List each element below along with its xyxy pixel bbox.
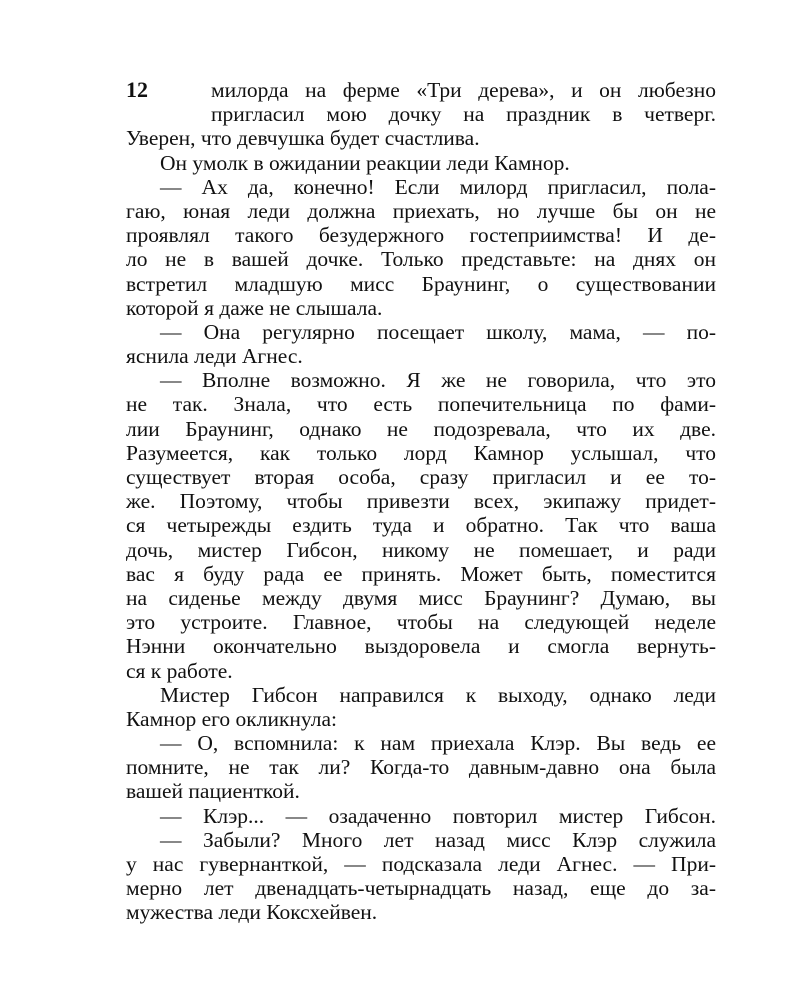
text-line: гаю, юная леди должна приехать, но лучше бы он не xyxy=(126,198,716,223)
text-line: не так. Знала, что есть попечительница по фами- xyxy=(126,392,716,417)
text-line: пригласил мою дочку на праздник в четверг. xyxy=(211,102,716,127)
page-body xyxy=(126,78,716,925)
text-line: у нас гувернанткой, — подсказала леди Агнес. — При- xyxy=(126,852,716,876)
text-line: Камнор его окликнула: xyxy=(126,706,337,731)
text-line: существует вторая особа, сразу пригласил и ее то- xyxy=(126,465,716,489)
text-line: мерно лет двенадцать-четырнадцать назад, еще до за- xyxy=(126,876,716,901)
text-line: помните, не так ли? Когда-то давным-давно она была xyxy=(126,755,716,780)
text-line: это устроите. Главное, чтобы на следующей неделе xyxy=(126,610,716,635)
text-line: Уверен, что девчушка будет счастлива. xyxy=(126,126,480,151)
text-line: ло не в вашей дочке. Только представьте: на днях он xyxy=(126,247,716,272)
text-line: яснила леди Агнес. xyxy=(126,344,303,369)
text-line: — Забыли? Много лет назад мисс Клэр служила xyxy=(160,827,716,852)
text-line: — Клэр... — озадаченно повторил мистер Гибсон. xyxy=(160,803,716,828)
text-line: — Вполне возможно. Я же не говорила, что это xyxy=(160,368,716,393)
text-line: милорда на ферме «Три дерева», и он любезно xyxy=(211,78,716,102)
text-line: — Она регулярно посещает школу, мама, — по- xyxy=(160,319,716,344)
text-line: — Ах да, конечно! Если милорд пригласил, пола- xyxy=(160,174,716,199)
text-line: ся четырежды ездить туда и обратно. Так что ваша xyxy=(126,513,716,538)
text-line: встретил младшую мисс Браунинг, о существовании xyxy=(126,271,716,296)
text-line: вас я буду рада ее принять. Может быть, поместится xyxy=(126,561,716,586)
text-line: вашей пациенткой. xyxy=(126,779,300,804)
text-line: Нэнни окончательно выздоровела и смогла вернуть- xyxy=(126,634,716,659)
text-line: которой я даже не слышала. xyxy=(126,295,383,320)
text-line: мужества леди Коксхейвен. xyxy=(126,900,378,925)
page-number: 12 xyxy=(126,77,148,102)
text-line: проявлял такого безудержного гостеприимства! И де- xyxy=(126,223,716,248)
text-line: дочь, мистер Гибсон, никому не помешает, и ради xyxy=(126,537,716,562)
text-line: же. Поэтому, чтобы привезти всех, экипажу придет- xyxy=(126,489,716,514)
text-line: — О, вспомнила: к нам приехала Клэр. Вы ведь ее xyxy=(160,731,716,756)
text-line: Он умолк в ожидании реакции леди Камнор. xyxy=(160,150,570,175)
text-line: Мистер Гибсон направился к выходу, однако леди xyxy=(160,682,716,707)
text-line: Разумеется, как только лорд Камнор услышал, что xyxy=(126,440,716,465)
text-line: лии Браунинг, однако не подозревала, что их две. xyxy=(126,416,716,441)
text-line: ся к работе. xyxy=(126,658,233,683)
text-line: на сиденье между двумя мисс Браунинг? Думаю, вы xyxy=(126,585,716,610)
